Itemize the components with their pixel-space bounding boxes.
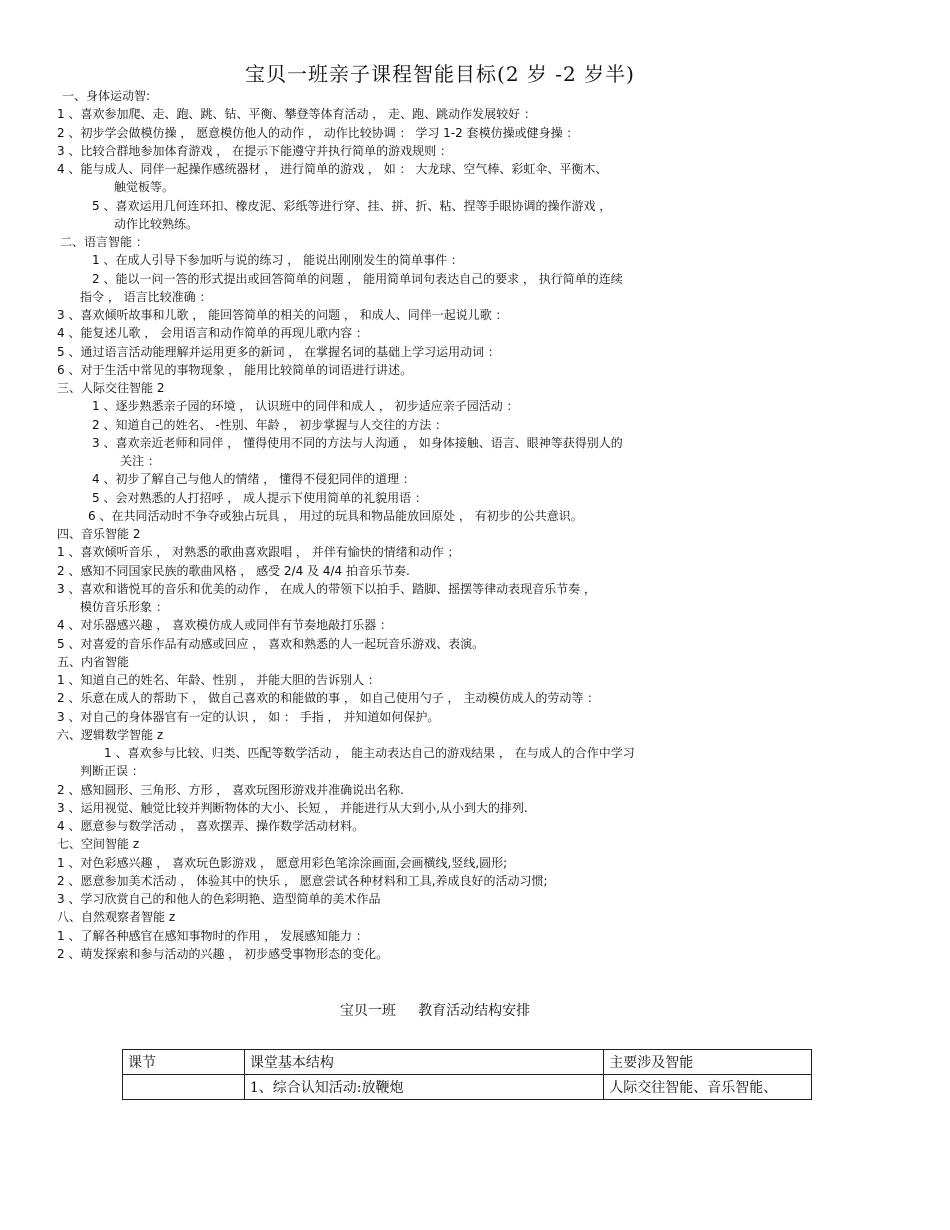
list-item: 2 、感知圆形、三角形、方形 ， 喜欢玩图形游戏并准确说出名称. xyxy=(57,783,404,797)
list-item: 1 、喜欢参加爬、走、跑、跳、钻、平衡、攀登等体育活动 ， 走、跑、跳动作发展较好 ： xyxy=(57,107,536,121)
list-item: 3 、喜欢倾听故事和儿歌 ， 能回答简单的相关的问题 ， 和成人、同伴一起说儿歌 ： xyxy=(57,308,508,322)
list-item: 2 、乐意在成人的帮助下 ， 做自己喜欢的和能做的事 ， 如自己使用勺子 ， 主动模仿成人的劳动等 ： xyxy=(57,691,600,705)
list-item: 1 、对色彩感兴趣 ， 喜欢玩色影游戏 ， 愿意用彩色笔涂涂画面,会画横线,竖线,圆形; xyxy=(57,856,508,870)
schedule-table xyxy=(122,1049,812,1100)
list-item: 1 、喜欢参与比较、归类、匹配等数学活动 ， 能主动表达自己的游戏结果 ， 在与成人的合作中学习 xyxy=(104,746,635,760)
list-item-continued: 模仿音乐形象 ： xyxy=(80,600,168,614)
list-item: 2 、萌发探索和参与活动的兴趣 ， 初步感受事物形态的变化。 xyxy=(57,947,389,961)
list-item: 5 、喜欢运用几何连环扣、橡皮泥、彩纸等进行穿、挂、拼、折、粘、捏等手眼协调的操作游戏 ， xyxy=(92,199,612,213)
list-item: 2 、初步学会做模仿操 ， 愿意模仿他人的动作 ， 动作比较协调 ： 学习 1-2 套模仿操或健身操 ： xyxy=(57,126,579,140)
table-row xyxy=(123,1075,812,1100)
list-item: 4 、能复述儿歌 ， 会用语言和动作简单的再现儿歌内容 ： xyxy=(57,326,368,340)
table-cell: 1、综合认知活动:放鞭炮 xyxy=(244,1075,603,1100)
list-item: 6 、对于生活中常见的事物现象 ， 能用比较简单的词语进行讲述。 xyxy=(57,363,413,377)
list-item-continued: 判断正误 ： xyxy=(80,764,144,778)
list-item: 3 、运用视觉、触觉比较并判断物体的大小、长短 ， 并能进行从大到小,从小到大的排列. xyxy=(57,801,528,815)
list-item-continued: 关注 ： xyxy=(120,454,160,468)
list-item: 2 、知道自己的姓名、 -性别、年龄 ， 初步掌握与人交往的方法 ： xyxy=(92,418,448,432)
list-item-continued: 动作比较熟练。 xyxy=(114,217,199,231)
section-heading: 一、身体运动智: xyxy=(62,89,151,103)
table-cell xyxy=(123,1075,245,1100)
list-item: 3 、学习欣赏自己的和他人的色彩明艳、造型简单的美术作品 xyxy=(57,892,381,906)
table-cell: 人际交往智能、音乐智能、 xyxy=(604,1075,812,1100)
list-item: 1 、知道自己的姓名、年龄、性别 ， 并能大胆的告诉别人 ： xyxy=(57,673,380,687)
page-title: 宝贝一班亲子课程智能目标(2 岁 -2 岁半) xyxy=(245,62,635,86)
section-heading: 五、内省智能 xyxy=(57,655,130,669)
section-heading: 三、人际交往智能 2 xyxy=(57,381,165,395)
table-header-cell: 主要涉及智能 xyxy=(604,1050,812,1075)
list-item: 4 、能与成人、同伴一起操作感统器材 ， 进行简单的游戏 ， 如 ： 大龙球、空气棒、彩虹伞、平衡木、 xyxy=(57,162,608,176)
table-header-cell: 课节 xyxy=(123,1050,245,1075)
table-header-row xyxy=(123,1050,812,1075)
list-item: 5 、对喜爱的音乐作品有动感或回应 ， 喜欢和熟悉的人一起玩音乐游戏、表演。 xyxy=(57,637,485,651)
section-heading: 二、语言智能 ： xyxy=(60,235,148,249)
list-item: 4 、对乐器感兴趣 ， 喜欢模仿成人或同伴有节奏地敲打乐器 ： xyxy=(57,618,392,632)
list-item: 5 、会对熟悉的人打招呼 ， 成人提示下使用简单的礼貌用语 ： xyxy=(92,491,427,505)
list-item: 4 、初步了解自己与他人的情绪 ， 懂得不侵犯同伴的道理 ： xyxy=(92,472,415,486)
table-header-cell: 课堂基本结构 xyxy=(244,1050,603,1075)
section-heading: 八、自然观察者智能 z xyxy=(57,910,176,924)
list-item-continued: 触觉板等。 xyxy=(114,180,175,194)
list-item: 1 、在成人引导下参加听与说的练习 ， 能说出刚刚发生的简单事件 ： xyxy=(92,253,463,267)
list-item: 3 、比较合群地参加体育游戏 ， 在提示下能遵守并执行简单的游戏规则 ： xyxy=(57,144,452,158)
list-item: 1 、喜欢倾听音乐 ， 对熟悉的歌曲喜欢跟唱 ， 并伴有愉快的情绪和动作 ； xyxy=(57,545,460,559)
list-item: 5 、通过语言活动能理解并运用更多的新词 ， 在掌握名词的基础上学习运用动词 ： xyxy=(57,345,500,359)
list-item: 3 、喜欢亲近老师和同伴 ， 懂得使用不同的方法与人沟通 ， 如身体接触、语言、眼神等获得别人的 xyxy=(92,436,623,450)
section-heading: 六、逻辑数学智能 z xyxy=(57,728,164,742)
list-item: 1 、逐步熟悉亲子园的环境 ， 认识班中的同伴和成人 ， 初步适应亲子园活动 ： xyxy=(92,399,519,413)
section-heading: 七、空间智能 z xyxy=(57,837,140,851)
section-subtitle: 宝贝一班 教育活动结构安排 xyxy=(339,1003,531,1019)
list-item: 2 、感知不同国家民族的歌曲风格 ， 感受 2/4 及 4/4 拍音乐节奏. xyxy=(57,564,410,578)
list-item: 6 、在共同活动时不争夺或独占玩具 ， 用过的玩具和物品能放回原处 ， 有初步的公共意识。 xyxy=(88,509,583,523)
list-item: 1 、了解各种感官在感知事物时的作用 ， 发展感知能力 ： xyxy=(57,929,368,943)
section-heading: 四、音乐智能 2 xyxy=(57,527,141,541)
list-item: 4 、愿意参与数学活动 ， 喜欢摆弄、操作数学活动材料。 xyxy=(57,819,365,833)
list-item-continued: 指令 ， 语言比较准确 ： xyxy=(80,290,212,304)
list-item: 2 、愿意参加美术活动 ， 体验其中的快乐 ， 愿意尝试各种材料和工具,养成良好的活动习惯; xyxy=(57,874,548,888)
list-item: 3 、对自己的身体器官有一定的认识 ， 如 ： 手指 ， 并知道如何保护。 xyxy=(57,710,440,724)
list-item: 2 、能以一问一答的形式提出或回答简单的问题 ， 能用简单词句表达自己的要求 ， 执行简单的连续 xyxy=(92,272,623,286)
list-item: 3 、喜欢和谐悦耳的音乐和优美的动作 ， 在成人的带领下以拍手、踏脚、摇摆等律动表现音乐节奏 ， xyxy=(57,582,596,596)
